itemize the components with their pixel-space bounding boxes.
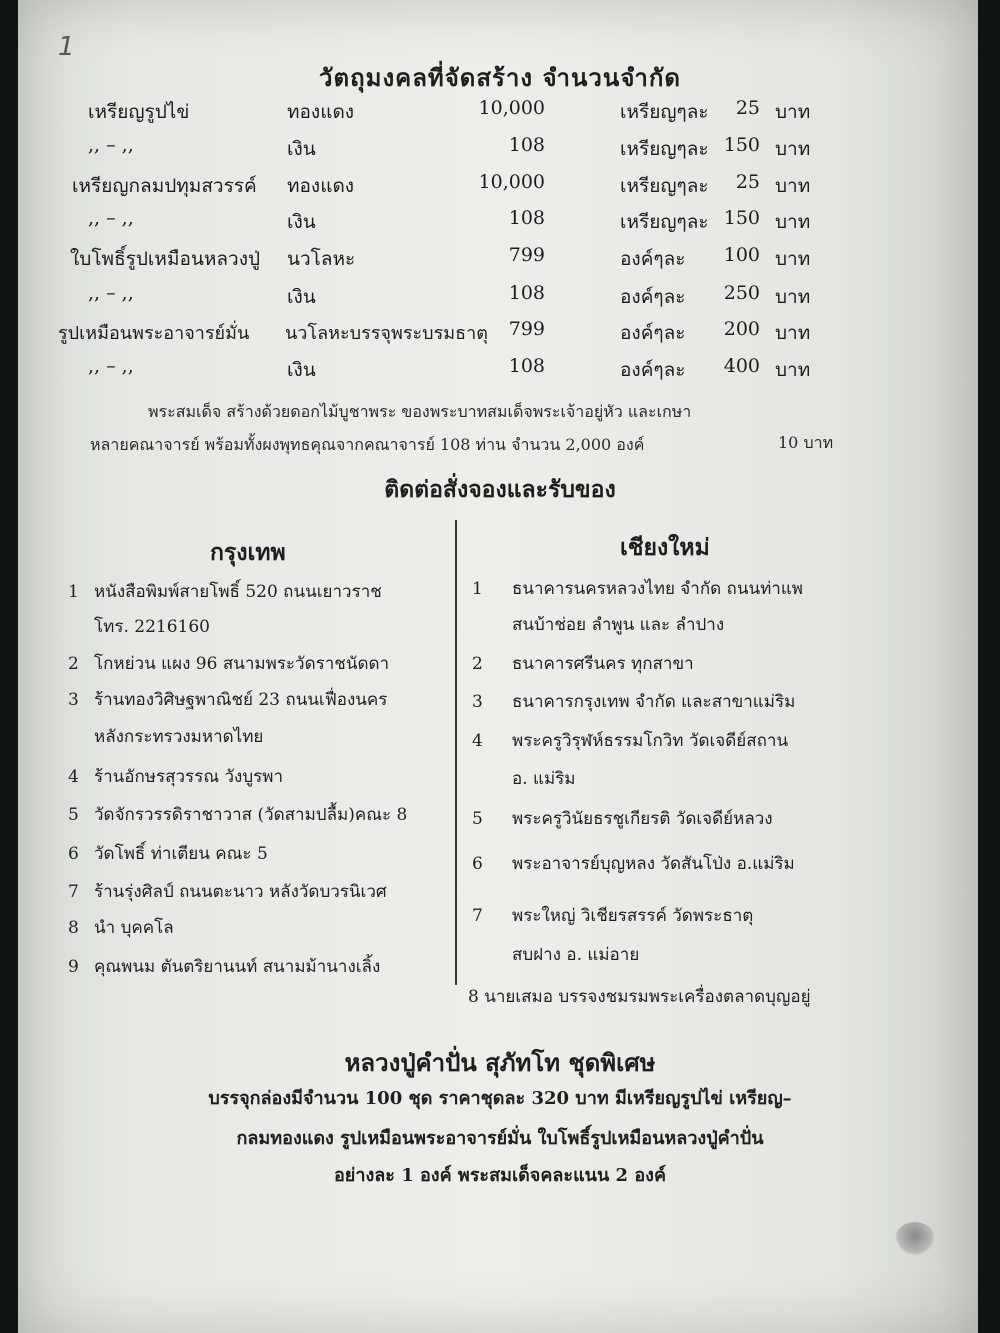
item-row xyxy=(0,318,1000,352)
item-quantity: 108 xyxy=(508,282,545,304)
entry-number: 5 xyxy=(68,805,79,825)
contact-entry xyxy=(68,763,283,790)
item-name: ,, – ,, xyxy=(88,282,134,304)
contact-heading: ติดต่อสั่งจองและรับของ xyxy=(384,476,616,503)
item-quantity: 10,000 xyxy=(478,171,545,193)
entry-text: หนังสือพิมพ์สายโพธิ์ 520 ถนนเยาวราช xyxy=(94,582,382,602)
item-currency: บาท xyxy=(775,175,811,197)
entry-text: พระใหญ่ วิเชียรสรรค์ วัดพระธาตุ xyxy=(512,906,754,926)
contact-entry xyxy=(68,650,389,677)
item-currency: บาท xyxy=(775,101,811,123)
item-currency: บาท xyxy=(775,322,811,344)
entry-text: ธนาคารกรุงเทพ จำกัด และสาขาแม่ริม xyxy=(512,692,796,712)
contact-entry xyxy=(472,650,694,677)
entry-text: โทร. 2216160 xyxy=(94,617,210,637)
item-row xyxy=(0,207,1000,241)
item-unit: เหรียญๆละ xyxy=(620,138,709,160)
entry-number: 6 xyxy=(68,844,79,864)
item-row xyxy=(0,244,1000,278)
entry-number: 2 xyxy=(68,654,79,674)
entry-number: 1 xyxy=(68,582,79,602)
entry-number: 5 xyxy=(472,809,483,829)
item-material: เงิน xyxy=(287,359,316,381)
contact-entry xyxy=(472,575,803,602)
item-quantity: 10,000 xyxy=(478,97,545,119)
entry-number: 4 xyxy=(68,767,79,787)
item-material: นวโลหะ xyxy=(287,248,356,270)
item-currency: บาท xyxy=(775,359,811,381)
column-divider xyxy=(455,520,457,985)
item-quantity: 108 xyxy=(508,134,545,156)
item-quantity: 799 xyxy=(508,318,545,340)
page-number: 1 xyxy=(58,32,75,62)
entry-number: 1 xyxy=(472,579,483,599)
entry-number: 3 xyxy=(472,692,483,712)
note-amount: 10 บาท xyxy=(778,433,834,452)
contact-entry-extra: 8 นายเสมอ บรรจงชมรมพระเครื่องตลาดบุญอยู่ xyxy=(468,987,811,1007)
item-unit: องค์ๆละ xyxy=(620,359,686,381)
entry-number: 3 xyxy=(68,690,79,710)
item-unit: องค์ๆละ xyxy=(620,248,686,270)
item-currency: บาท xyxy=(775,211,811,233)
item-currency: บาท xyxy=(775,138,811,160)
bangkok-heading: กรุงเทพ xyxy=(210,539,286,566)
item-name: รูปเหมือนพระอาจารย์มั่น xyxy=(58,323,250,344)
item-quantity: 799 xyxy=(508,244,545,266)
item-name: ใบโพธิ์รูปเหมือนหลวงปู่ xyxy=(70,248,261,270)
entry-number: 8 xyxy=(68,918,79,938)
item-unit: องค์ๆละ xyxy=(620,286,686,308)
entry-text: สนบ้าช่อย ลำพูน และ ลำปาง xyxy=(512,615,725,635)
entry-text: ร้านอักษรสุวรรณ วังบูรพา xyxy=(94,767,284,787)
item-currency: บาท xyxy=(775,248,811,270)
entry-number: 7 xyxy=(68,882,79,902)
item-price: 150 xyxy=(723,134,760,156)
item-material: ทองแดง xyxy=(287,101,355,123)
item-row xyxy=(0,97,1000,131)
contact-entry xyxy=(472,941,639,968)
entry-text: วัดโพธิ์ ท่าเตียน คณะ 5 xyxy=(94,844,268,864)
entry-text: วัดจักรวรรดิราชาวาส (วัดสามปลื้ม)คณะ 8 xyxy=(94,805,408,825)
item-price: 400 xyxy=(723,355,760,377)
special-set-line: บรรจุกล่องมีจำนวน 100 ชุด ราคาชุดละ 320 บาท มีเหรียญรูปไข่ เหรียญ– xyxy=(208,1088,792,1109)
entry-text: พระอาจารย์บุญหลง วัดสันโป่ง อ.แม่ริม xyxy=(512,854,795,874)
contact-entry xyxy=(472,688,795,715)
entry-number: 6 xyxy=(472,854,483,874)
contact-entry xyxy=(472,805,773,832)
entry-text: ร้านรุ่งศิลป์ ถนนตะนาว หลังวัดบวรนิเวศ xyxy=(94,882,387,902)
special-set-line: อย่างละ 1 องค์ พระสมเด็จคละแนน 2 องค์ xyxy=(333,1165,666,1186)
item-price: 25 xyxy=(735,171,760,193)
contact-entry xyxy=(472,850,795,877)
entry-text: สบฝาง อ. แม่อาย xyxy=(512,945,640,965)
contact-entry xyxy=(68,613,210,640)
item-price: 100 xyxy=(723,244,760,266)
note-line: หลายคณาจารย์ พร้อมทั้งผงพุทธคุณจากคณาจารย์ 108 ท่าน จำนวน 2,000 องค์ xyxy=(90,435,645,454)
item-material: นวโลหะบรรจุพระบรมธาตุ xyxy=(285,323,488,344)
item-unit: องค์ๆละ xyxy=(620,322,686,344)
contact-entry xyxy=(472,902,753,929)
entry-text: คุณพนม ตันตริยานนท์ สนามม้านางเลิ้ง xyxy=(94,957,381,977)
contact-entry xyxy=(68,686,387,713)
item-quantity: 108 xyxy=(508,355,545,377)
item-unit: เหรียญๆละ xyxy=(620,101,709,123)
item-name: ,, – ,, xyxy=(88,355,134,377)
item-name: เหรียญรูปไข่ xyxy=(88,101,190,123)
entry-text: พระครูวิรุฬห์ธรรมโกวิท วัดเจดีย์สถาน xyxy=(512,731,789,751)
item-quantity: 108 xyxy=(508,207,545,229)
entry-text: นำ บุคคโล xyxy=(94,918,174,938)
item-row xyxy=(0,134,1000,168)
entry-number: 9 xyxy=(68,957,79,977)
item-material: เงิน xyxy=(287,211,316,233)
entry-text: ร้านทองวิศิษฐพาณิชย์ 23 ถนนเฟื่องนคร xyxy=(94,690,388,710)
paper-stain xyxy=(895,1222,935,1256)
contact-entry xyxy=(68,840,268,867)
entry-text: หลังกระทรวงมหาดไทย xyxy=(94,727,264,747)
contact-entry xyxy=(68,953,380,980)
item-price: 250 xyxy=(723,282,760,304)
item-unit: เหรียญๆละ xyxy=(620,211,709,233)
item-name: ,, – ,, xyxy=(88,207,134,229)
note-line: พระสมเด็จ สร้างด้วยดอกไม้บูชาพระ ของพระบาทสมเด็จพระเจ้าอยู่หัว และเกษา xyxy=(148,402,692,421)
entry-text: โกหย่วน แผง 96 สนามพระวัดราชนัดดา xyxy=(94,654,390,674)
contact-entry xyxy=(472,611,724,638)
item-price: 200 xyxy=(723,318,760,340)
item-row xyxy=(0,355,1000,389)
entry-number: 4 xyxy=(472,731,483,751)
item-name: เหรียญกลมปทุมสวรรค์ xyxy=(72,175,257,197)
contact-entry xyxy=(68,801,407,828)
entry-number: 2 xyxy=(472,654,483,674)
contact-entry xyxy=(472,765,576,792)
entry-text: ธนาคารนครหลวงไทย จำกัด ถนนท่าแพ xyxy=(512,579,804,599)
entry-text: ธนาคารศรีนคร ทุกสาขา xyxy=(512,654,694,674)
entry-text: อ. แม่ริม xyxy=(512,769,576,789)
contact-entry xyxy=(68,578,382,605)
contact-entry xyxy=(68,878,387,905)
contact-entry xyxy=(68,914,174,941)
special-set-line: กลมทองแดง รูปเหมือนพระอาจารย์มั่น ใบโพธิ์รูปเหมือนหลวงปู่คำปั่น xyxy=(236,1128,764,1149)
entry-text: พระครูวินัยธรชูเกียรติ วัดเจดีย์หลวง xyxy=(512,809,773,829)
page-title: วัตถุมงคลที่จัดสร้าง จำนวนจำกัด xyxy=(319,63,681,92)
item-row xyxy=(0,282,1000,316)
item-material: เงิน xyxy=(287,138,316,160)
item-material: เงิน xyxy=(287,286,316,308)
item-price: 25 xyxy=(735,97,760,119)
contact-entry xyxy=(472,727,788,754)
item-currency: บาท xyxy=(775,286,811,308)
item-unit: เหรียญๆละ xyxy=(620,175,709,197)
chiangmai-heading: เชียงใหม่ xyxy=(620,534,710,561)
item-price: 150 xyxy=(723,207,760,229)
entry-number: 7 xyxy=(472,906,483,926)
special-set-title: หลวงปู่คำปั่น สุภัทโท ชุดพิเศษ xyxy=(344,1048,656,1077)
item-row xyxy=(0,171,1000,205)
item-material: ทองแดง xyxy=(287,175,355,197)
contact-entry xyxy=(68,723,263,750)
item-name: ,, – ,, xyxy=(88,134,134,156)
